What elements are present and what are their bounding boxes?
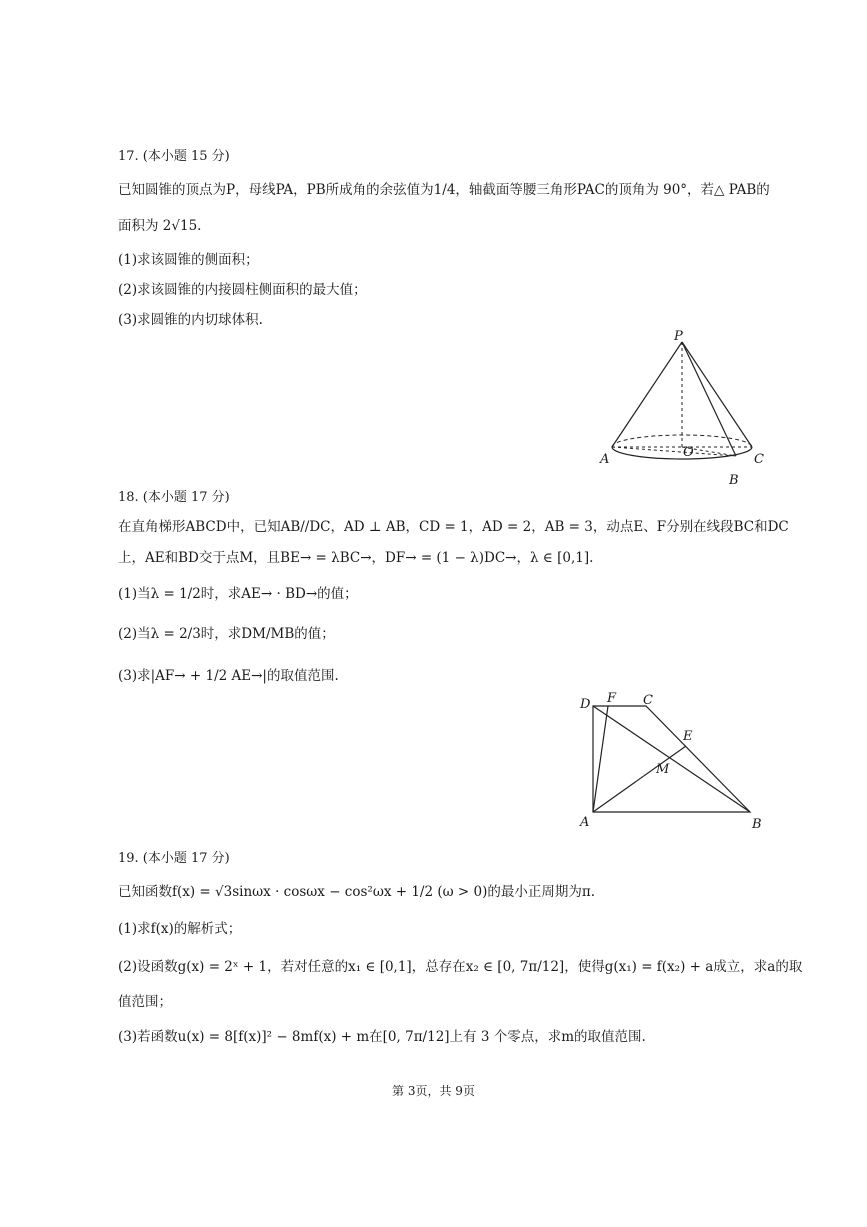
- segment-DB: [593, 706, 750, 812]
- q19-part3: (3)若函数u(x) = 8[f(x)]² − 8mf(x) + m在[0, 7π/12]上有 3 个零点，求m的取值范围.: [118, 1029, 646, 1045]
- q18-stem-line1: 在直角梯形ABCD中，已知AB//DC，AD ⊥ AB，CD = 1，AD = 2，AB = 3，动点E、F分别在线段BC和DC: [118, 519, 789, 535]
- trapezoid-figure: [570, 690, 775, 835]
- q17-header: 17. (本小题 15 分): [118, 149, 230, 164]
- q19-part2-line1: (2)设函数g(x) = 2ˣ + 1，若对任意的x₁ ∈ [0,1]，总存在x₂ ∈ [0, 7π/12]，使得g(x₁) = f(x₂) + a成立，求a的取: [118, 959, 803, 975]
- q18-part2: (2)当λ = 2/3时，求DM/MB的值；: [118, 626, 335, 642]
- label-F: F: [607, 691, 617, 706]
- label-A: A: [580, 815, 590, 830]
- label-C: C: [754, 452, 764, 467]
- cone-edge-PB: [682, 342, 736, 456]
- label-A: A: [600, 452, 610, 467]
- q18-part3: (3)求|AF→ + 1/2 AE→|的取值范围.: [118, 668, 339, 684]
- q19-stem: 已知函数f(x) = √3sinωx · cosωx − cos²ωx + 1/2 (ω > 0)的最小正周期为π.: [118, 884, 596, 900]
- cone-base-front: [612, 447, 752, 459]
- q17-part2: (2)求该圆锥的内接圆柱侧面积的最大值；: [118, 282, 367, 298]
- q19-part2-line2: 值范围；: [118, 994, 172, 1010]
- q19-part1: (1)求f(x)的解析式；: [118, 921, 242, 937]
- q17-part1: (1)求该圆锥的侧面积；: [118, 252, 259, 268]
- q17-stem-line2: 面积为 2√15.: [118, 218, 202, 234]
- q17-part3: (3)求圆锥的内切球体积.: [118, 312, 263, 328]
- q18-header: 18. (本小题 17 分): [118, 490, 230, 505]
- label-B: B: [752, 817, 762, 832]
- segment-AF: [593, 706, 608, 812]
- label-E: E: [683, 729, 693, 744]
- page-footer: 第 3页，共 9页: [392, 1084, 475, 1098]
- label-M: M: [656, 762, 670, 777]
- q17-stem-line1: 已知圆锥的顶点为P，母线PA，PB所成角的余弦值为1/4，轴截面等腰三角形PAC的顶角为 90°，若△ PAB的: [118, 182, 770, 198]
- label-C: C: [643, 693, 653, 708]
- q18-part1: (1)当λ = 1/2时，求AE→ · BD→的值；: [118, 586, 358, 602]
- segment-AE: [593, 746, 686, 812]
- q18-stem-line2: 上，AE和BD交于点M，且BE→ = λBC→，DF→ = (1 − λ)DC→，λ ∈ [0,1].: [118, 550, 594, 566]
- label-O: O: [683, 445, 694, 460]
- label-B: B: [729, 473, 739, 488]
- cone-edge-PA: [612, 342, 682, 447]
- label-D: D: [580, 697, 591, 712]
- q19-header: 19. (本小题 17 分): [118, 851, 230, 866]
- cone-edge-PC: [682, 342, 752, 447]
- cone-figure: [590, 330, 780, 490]
- label-P: P: [674, 329, 683, 344]
